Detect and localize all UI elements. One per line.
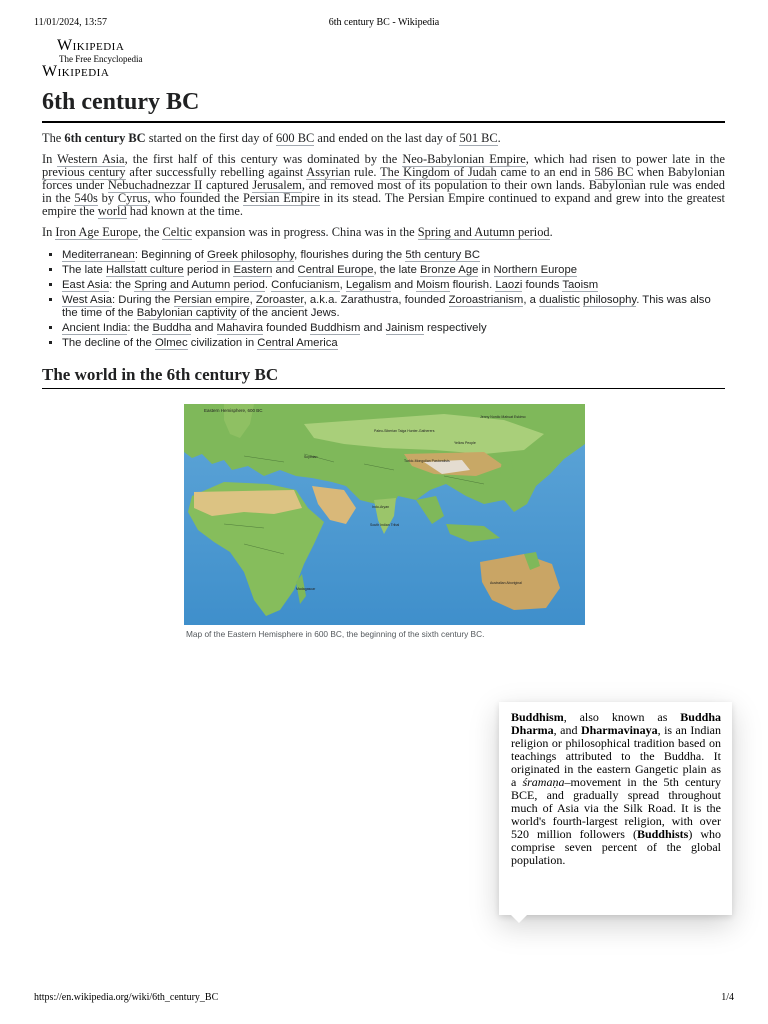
logo-tagline: The Free Encyclopedia (59, 54, 143, 64)
print-footer (34, 992, 734, 1006)
print-title: 6th century BC - Wikipedia (328, 17, 440, 28)
print-url: https://en.wikipedia.org/wiki/6th_century_BC (34, 992, 219, 1003)
link-zoroastrianism[interactable]: Zoroastrianism (448, 294, 524, 306)
logo-wordmark-secondary: Wikipedia (42, 63, 110, 80)
link-buddha[interactable]: Buddha (152, 322, 192, 334)
link-mediterranean[interactable]: Mediterranean (62, 249, 135, 261)
link-5th-century-bc[interactable]: 5th century BC (405, 249, 481, 261)
section-heading: The world in the 6th century BC (42, 364, 725, 389)
map-title: Eastern Hemisphere, 600 BC (204, 408, 263, 413)
link-celtic[interactable]: Celtic (162, 225, 193, 239)
link-persian-empire-list[interactable]: Persian empire (173, 294, 250, 306)
list-item: ▪ East Asia: the Spring and Autumn period. Confucianism, Legalism and Moism flourish. Laozi founds Taoism (62, 279, 725, 292)
logo-wordmark: Wikipedia (57, 37, 125, 54)
link-philosophy[interactable]: philosophy (583, 294, 637, 306)
list-item: ▪ Mediterranean: Beginning of Greek philosophy, flourishes during the 5th century BC (62, 249, 725, 262)
link-laozi[interactable]: Laozi (495, 279, 523, 291)
link-taoism[interactable]: Taoism (562, 279, 599, 291)
link-western-asia[interactable]: Western Asia (57, 152, 125, 166)
link-legalism[interactable]: Legalism (345, 279, 392, 291)
list-item: ▪ The late Hallstatt culture period in Eastern and Central Europe, the late Bronze Age in Northern Europe (62, 264, 725, 277)
map-label: Paleo-Siberian Taiga Hunter-Gatherers (374, 429, 435, 433)
link-central-america[interactable]: Central America (257, 337, 338, 349)
popup-pointer (511, 915, 527, 923)
print-header (34, 17, 734, 31)
map-label: Australian Aboriginal (490, 581, 522, 585)
link-iron-age-europe[interactable]: Iron Age Europe (55, 225, 138, 239)
popup-extract: Buddhism, also known as Buddha Dharma, and Dharmavinaya, is an Indian religion or philosophical tradition based on teachings attributed to the Buddha. It originated in the eastern Gangetic plain as a śramaṇa–movement in the 5th century BCE, and gradually spread throughout much of Asia via the Silk Road. It is the world's fourth-largest religion, with over 520 million followers (Buddhists) who comprise seven percent of the global population. (511, 710, 721, 867)
link-preview-popup[interactable] (499, 702, 732, 915)
link-540s[interactable]: 540s (74, 191, 98, 205)
link-east-asia[interactable]: East Asia (62, 279, 110, 291)
list-item: ▪ The decline of the Olmec civilization in Central America (62, 337, 725, 350)
map-label: Turkic-Mongolian Pastoralists (404, 459, 450, 463)
link-eastern-europe[interactable]: Eastern (233, 264, 273, 276)
list-item: ▪ West Asia: During the Persian empire, Zoroaster, a.k.a. Zarathustra, founded Zoroastrianism, a dualistic philosophy. This was also the time of the Babylonian captivity of the ancient Jews. (62, 294, 725, 320)
link-kingdom-of-judah[interactable]: The Kingdom of Judah (380, 165, 497, 179)
print-page-number: 1/4 (721, 992, 734, 1003)
link-586-bc[interactable]: 586 BC (594, 165, 634, 179)
europe-paragraph: In Iron Age Europe, the Celtic expansion was in progress. China was in the Spring and Autumn period. (42, 225, 553, 239)
link-hallstatt-culture[interactable]: Hallstatt culture (105, 264, 184, 276)
popup-term: Dharmavinaya (580, 723, 658, 737)
events-list (42, 249, 725, 350)
map-label: Yellow People (454, 441, 476, 445)
link-world[interactable]: world (97, 204, 127, 218)
link-moism[interactable]: Moism (416, 279, 450, 291)
link-spring-and-autumn-period-list[interactable]: Spring and Autumn period (134, 279, 265, 291)
eastern-hemisphere-map[interactable] (184, 404, 585, 625)
popup-term: Buddhists (636, 827, 689, 841)
page-title: 6th century BC (42, 86, 725, 123)
link-zoroaster[interactable]: Zoroaster (255, 294, 304, 306)
link-neo-babylonian-empire[interactable]: Neo-Babylonian Empire (402, 152, 526, 166)
popup-term: Buddhism (511, 710, 564, 724)
link-jerusalem[interactable]: Jerusalem (252, 178, 302, 192)
popup-term: Buddha Dharma (511, 710, 721, 737)
link-nebuchadnezzar-ii[interactable]: Nebuchadnezzar II (107, 178, 203, 192)
link-mahavira[interactable]: Mahavira (216, 322, 264, 334)
link-confucianism[interactable]: Confucianism (271, 279, 340, 291)
map-figure (184, 404, 585, 639)
map-label: Scythian (304, 455, 318, 459)
link-501-bc[interactable]: 501 BC (459, 131, 498, 145)
link-600-bc[interactable]: 600 BC (276, 131, 315, 145)
map-label: Madagascar (296, 587, 316, 591)
link-persian-empire[interactable]: Persian Empire (242, 191, 320, 205)
link-dualistic[interactable]: dualistic (539, 294, 580, 306)
map-label: Indo-Aryan (372, 505, 390, 509)
western-asia-paragraph: In Western Asia, the first half of this century was dominated by the Neo-Babylonian Empire, which had risen to power late in the previous century after successfully rebelling against Assyrian rule. The Kingdom of Judah came to an end in 586 BC when Babylonian forces under Nebuchadnezzar II captured Jerusalem, and removed most of its population to their own lands. Babylonian rule was ended in the 540s by Cyrus, who founded the Persian Empire in its stead. The Persian Empire continued to expand and grew into the greatest empire the world had known at the time. (42, 152, 726, 218)
link-northern-europe[interactable]: Northern Europe (493, 264, 578, 276)
link-babylonian-captivity[interactable]: Babylonian captivity (136, 307, 237, 319)
link-jainism[interactable]: Jainism (385, 322, 424, 334)
link-buddhism[interactable]: Buddhism (310, 322, 361, 334)
link-bronze-age[interactable]: Bronze Age (420, 264, 479, 276)
link-olmec[interactable]: Olmec (154, 337, 188, 349)
link-ancient-india[interactable]: Ancient India (62, 322, 128, 334)
link-assyrian[interactable]: Assyrian (306, 165, 351, 179)
link-previous-century[interactable]: previous century (42, 165, 126, 179)
wikipedia-logo[interactable] (42, 38, 162, 79)
link-spring-and-autumn-period[interactable]: Spring and Autumn period (417, 225, 550, 239)
link-west-asia[interactable]: West Asia (62, 294, 113, 306)
print-date: 11/01/2024, 13:57 (34, 17, 107, 28)
list-item: ▪ Ancient India: the Buddha and Mahavira founded Buddhism and Jainism respectively (62, 322, 725, 335)
map-label: Jenny Nordic Mahuat Eskimo (480, 415, 526, 419)
article-content (42, 86, 725, 389)
map-caption: Map of the Eastern Hemisphere in 600 BC, the beginning of the sixth century BC. (186, 629, 485, 639)
article-subject: 6th century BC (64, 131, 146, 145)
link-central-europe[interactable]: Central Europe (297, 264, 374, 276)
link-greek-philosophy[interactable]: Greek philosophy (207, 249, 295, 261)
map-label: South Indian Tribal (370, 523, 400, 527)
popup-italic-term: śramaṇa (522, 775, 565, 789)
link-cyrus[interactable]: Cyrus (117, 191, 148, 205)
intro-paragraph: The 6th century BC started on the first day of 600 BC and ended on the last day of 501 BC. (42, 131, 501, 145)
